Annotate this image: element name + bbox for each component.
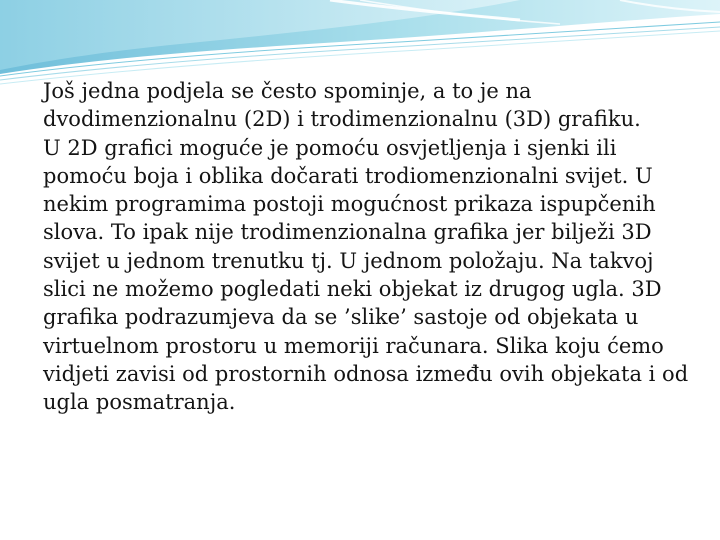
paragraph-2d-3d-explanation: U 2D grafici moguće je pomoću osvjetljenja i sjenki ili pomoću boja i oblika dočarati trodiomenzionalni svijet. U nekim programima postoji mogućnost prikaza ispupčenih slova. To ipak nije trodimenzionalna grafika jer bilježi 3D svijet u jednom trenutku tj. U jednom položaju. Na takvoj slici ne možemo pogledati neki objekat iz drugog ugla. 3D grafika podrazumjeva da se ’slike’ sastoje od objekata u virtuelnom prostoru u memoriji računara. Slika koju ćemo vidjeti zavisi od prostornih odnosa između ovih objekata i od ugla posmatranja. [43,135,689,415]
paragraph-intro: Još jedna podjela se često spominje, a to je na dvodimenzionalnu (2D) i trodimenzionalnu (3D) grafiku. [43,79,641,132]
slide-body-text [43,77,693,417]
